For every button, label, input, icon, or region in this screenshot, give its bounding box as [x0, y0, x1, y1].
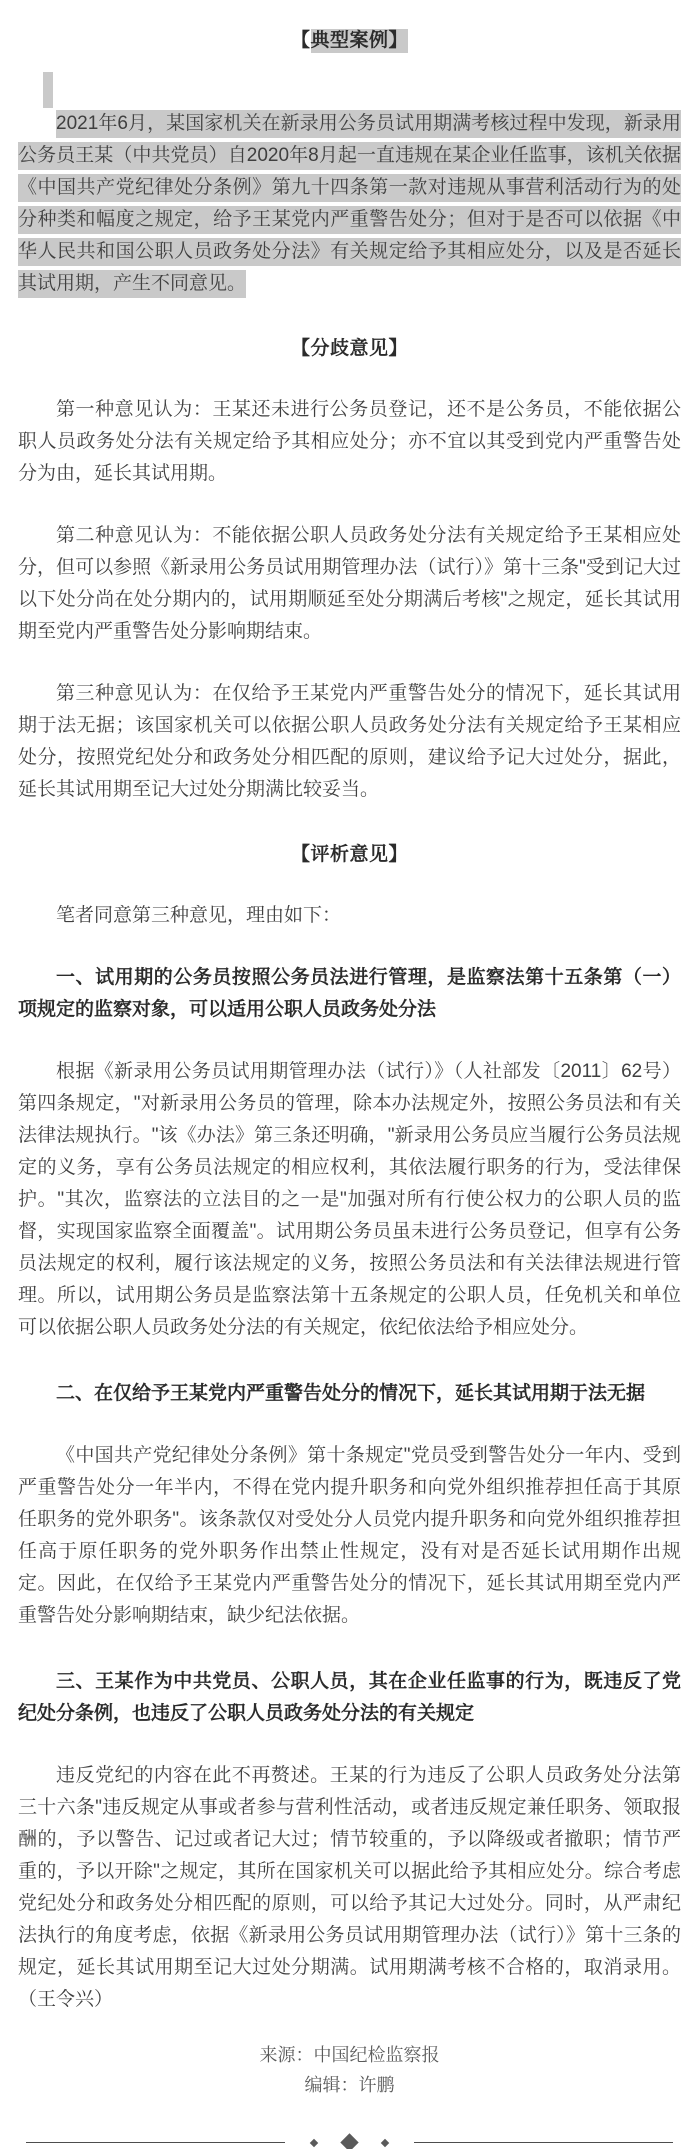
case-paragraph-text: 2021年6月，某国家机关在新录用公务员试用期满考核过程中发现，新录用公务员王某（中共党员）自2020年8月起一直违规在某企业任监事，该机关依据《中国共产党纪律处分条例》第九十四条第一款对违规从事营利活动行为的处分种类和幅度之规定，给予王某党内严重警告处分；但对于是否可以依据《中华人民共和国公职人员政务处分法》有关规定给予其相应处分，以及是否延长其试用期，产生不同意见。 [18, 110, 681, 298]
separator-line-left [26, 2142, 285, 2143]
decorative-separator [18, 2136, 681, 2149]
gap-after-section-2 [18, 1632, 681, 1666]
diamond-icon-center [340, 2133, 358, 2149]
opinion-paragraph-3: 第三种意见认为：在仅给予王某党内严重警告处分的情况下，延长其试用期于法无据；该国家机关可以依据公职人员政务处分法有关规定给予王某相应处分，按照党纪处分和政务处分相匹配的原则，建议给予记大过处分，据此，延长其试用期至记大过处分期满比较妥当。 [18, 683, 681, 800]
gap-opinion-1 [18, 490, 681, 520]
gap-section-heading-3 [18, 1730, 681, 1760]
case-paragraph-block [18, 72, 681, 300]
section-body-1: 根据《新录用公务员试用期管理办法（试行）》（人社部发〔2011〕62号）第四条规定，"对新录用公务员的管理，除本办法规定外，按照公务员法和有关法律法规执行。"该《办法》第三条还明确，"新录用公务员应当履行公务员法规定的义务，享有公务员法规定的相应权利，其依法履行职务的行为，受法律保护。"其次，监察法的立法目的之一是"加强对所有行使公权力的公职人员的监督，实现国家监察全面覆盖"。试用期公务员虽未进行公务员登记，但享有公务员法规定的权利，履行该法规定的义务，按照公务员法和有关法律法规进行管理。所以，试用期公务员是监察法第十五条规定的公职人员，任免机关和单位可以依据公职人员政务处分法的有关规定，依纪依法给予相应处分。 [18, 1061, 681, 1338]
top-spacer [18, 0, 681, 26]
section-heading-2: 二、在仅给予王某党内严重警告处分的情况下，延长其试用期于法无据 [56, 1383, 646, 1404]
section-title-case-text: 典型案例】 [310, 30, 409, 51]
opinion-paragraph-1: 第一种意见认为：王某还未进行公务员登记，还不是公务员，不能依据公职人员政务处分法有关规定给予其相应处分；亦不宜以其受到党内严重警告处分为由，延长其试用期。 [18, 399, 681, 484]
gap-after-case [18, 300, 681, 334]
gap-opinion-2 [18, 648, 681, 678]
bracket-open: 【 [290, 30, 311, 51]
commentary-intro: 笔者同意第三种意见，理由如下： [56, 905, 342, 926]
section-title-case [18, 26, 681, 56]
footer-source: 来源：中国纪检监察报 [259, 2045, 440, 2065]
section-title-divergent-opinions: 【分歧意见】 [290, 338, 408, 359]
gap-before-commentary [18, 806, 681, 840]
section-heading-1: 一、试用期的公务员按照公务员法进行管理，是监察法第十五条第（一）项规定的监察对象，可以适用公职人员政务处分法 [18, 967, 681, 1020]
gap-section-heading-2 [18, 1410, 681, 1440]
title-gap [18, 56, 681, 72]
gap-before-footer [18, 2016, 681, 2040]
separator-line-right [414, 2142, 673, 2143]
section-heading-3: 三、王某作为中共党员、公职人员，其在企业任监事的行为，既违反了党纪处分条例，也违反了公职人员政务处分法的有关规定 [18, 1671, 681, 1724]
diamond-icon-left [310, 2138, 318, 2146]
section-title-commentary: 【评析意见】 [290, 844, 408, 865]
case-paragraph [18, 72, 681, 300]
diamond-icon-right [381, 2138, 389, 2146]
footer-editor: 编辑：许鹏 [304, 2075, 395, 2095]
gap-after-divergent-title [18, 364, 681, 394]
section-body-3: 违反党纪的内容在此不再赘述。王某的行为违反了公职人员政务处分法第三十六条"违反规定从事或者参与营利性活动，或者违反规定兼任职务、领取报酬的，予以警告、记过或者记大过；情节较重的，予以降级或者撤职；情节严重的，予以开除"之规定，其所在国家机关可以据此给予其相应处分。综合考虑党纪处分和政务处分相匹配的原则，可以给予其记大过处分。同时，从严肃纪法执行的角度考虑，依据《新录用公务员试用期管理办法（试行）》第十三条的规定，延长其试用期至记大过处分期满。试用期满考核不合格的，取消录用。（王令兴） [18, 1765, 681, 2010]
gap-section-heading-1 [18, 1026, 681, 1056]
gap-after-commentary-title [18, 870, 681, 900]
gap-after-section-1 [18, 1344, 681, 1378]
section-body-2: 《中国共产党纪律处分条例》第十条规定"党员受到警告处分一年内、受到严重警告处分一年半内，不得在党内提升职务和向党外组织推荐担任高于其原任职务的党外职务"。该条款仅对受处分人员党内提升职务和向党外组织推荐担任高于原任职务的党外职务作出禁止性规定，没有对是否延长试用期作出规定。因此，在仅给予王某党内严重警告处分的情况下，延长其试用期至党内严重警告处分影响期结束，缺少纪法依据。 [18, 1445, 681, 1626]
gap-after-intro [18, 932, 681, 962]
opinion-paragraph-2: 第二种意见认为：不能依据公职人员政务处分法有关规定给予王某相应处分，但可以参照《新录用公务员试用期管理办法（试行）》第十三条"受到记大过以下处分尚在处分期内的，试用期顺延至处分期满后考核"之规定，延长其试用期至党内严重警告处分影响期结束。 [18, 525, 681, 642]
